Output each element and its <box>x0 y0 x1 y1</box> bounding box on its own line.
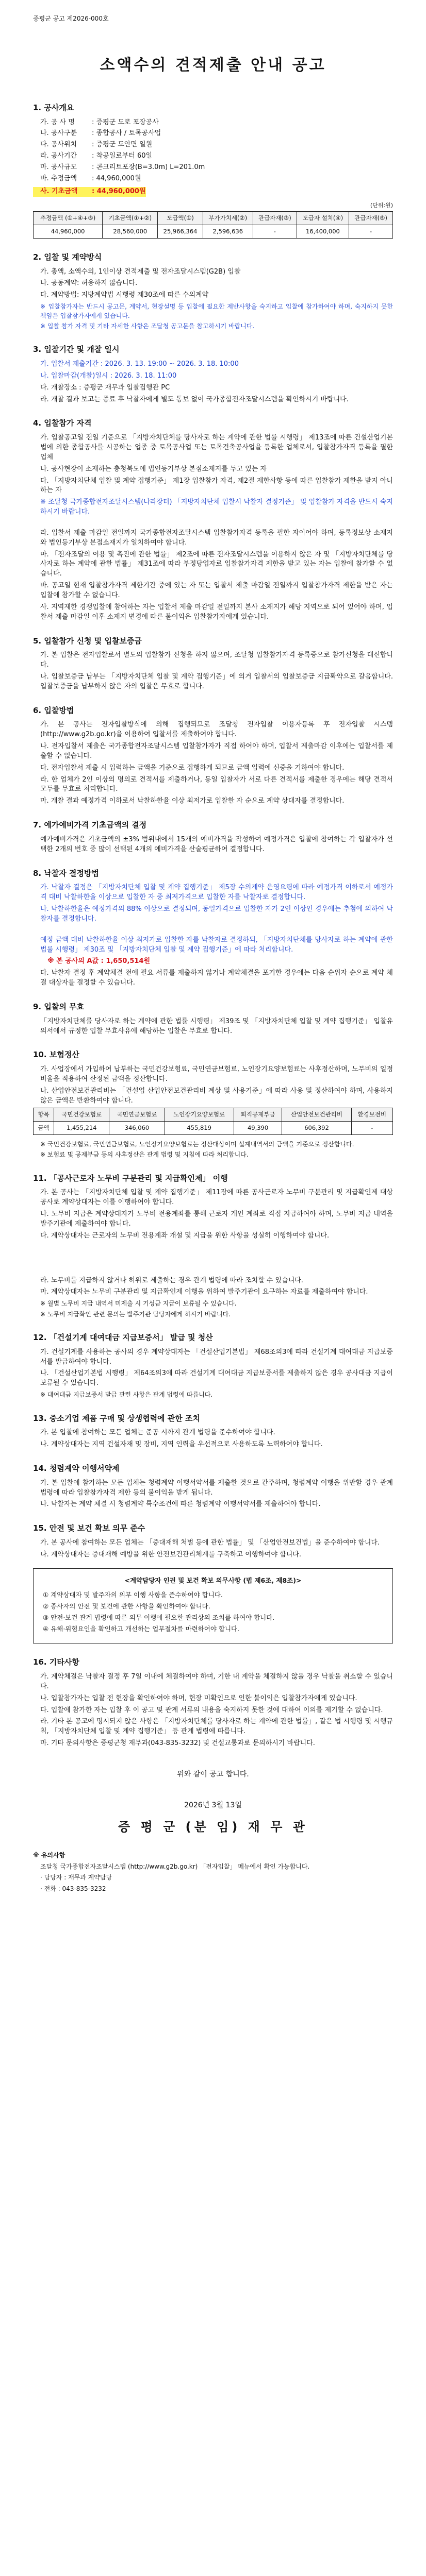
table-cell: 455,819 <box>165 1122 234 1135</box>
box-list <box>43 1590 383 1634</box>
list-item: 나. 전자입찰서 제출은 국가종합전자조달시스템 입찰참가자가 직접 하여야 하며, 입찰서 제출마감 이후에는 입찰서를 제출할 수 없습니다. <box>40 742 393 760</box>
list-item: · 전화 : 043-835-3232 <box>40 1885 106 1892</box>
misc-list <box>33 1672 393 1749</box>
winner-selection-note: 예정 금액 대비 낙찰하한율 이상 최저가로 입찰한 자를 낙찰자로 결정하되, 「지방자치단체를 당사자로 하는 계약에 관한 법률 시행령」 제30조 및 「지방자치단체 입찰 및 계약 집행기준」에 따라 처리합니다. <box>40 936 393 954</box>
table-cell: 2,596,636 <box>203 225 253 239</box>
table-header-cell: 관급자재(③) <box>253 212 297 225</box>
overview-row <box>33 129 393 139</box>
list-item: 가. 입찰서 제출기간 : 2026. 3. 13. 19:00 ~ 2026. 3. 18. 10:00 <box>40 360 239 368</box>
list-item: 사. 지역제한 경쟁입찰에 참여하는 자는 입찰서 제출 마감일 전일까지 본사 소재지가 해당 지역으로 되어 있어야 하며, 입찰서 제출 마감일 이후 소재지 변경에 따른 불이익은 입찰참가자에게 있습니다. <box>40 603 393 621</box>
table-cell: 49,390 <box>234 1122 282 1135</box>
section-sme <box>33 1413 393 1450</box>
section-safety <box>33 1523 393 1560</box>
table-cell: 25,966,364 <box>158 225 203 239</box>
section-heading: 5. 입찰참가 신청 및 입찰보증금 <box>33 636 142 646</box>
section-heading: 10. 보험정산 <box>33 1050 79 1060</box>
bid-deposit-list <box>33 651 393 691</box>
section-heading: 11. 「공사근로자 노무비 구분관리 및 지급확인제」 이행 <box>33 1173 228 1183</box>
closing-text: 위와 같이 공고 합니다. <box>177 1770 249 1778</box>
list-item: 마. 개찰 결과 예정가격 이하로서 낙찰하한율 이상 최저가로 입찰한 자 순으로 계약 상대자를 결정합니다. <box>40 797 345 805</box>
section-reserve-price <box>33 820 393 854</box>
page-title: 소액수의 견적제출 안내 공고 <box>100 56 326 75</box>
list-item: 나. 산업안전보건관리비는 「건설업 산업안전보건관리비 계상 및 사용기준」에 따라 사용 및 정산하여야 하며, 사용하지 않은 금액은 반환하여야 합니다. <box>40 1087 393 1105</box>
table-cell: - <box>253 225 297 239</box>
table-header-cell: 도급자 설치(④) <box>297 212 349 225</box>
list-item: 바. 공고일 현재 입찰참가자격 제한기간 중에 있는 자 또는 입찰서 제출 마감일 전일까지 입찰참가자격 제한을 받은 자는 입찰에 참가할 수 없습니다. <box>40 582 393 599</box>
reserve-price-list <box>33 835 393 855</box>
overview-label: 사. 기초금액 <box>40 187 78 195</box>
list-item: 나. 입찰참가자는 입찰 전 현장을 확인하여야 하며, 현장 미확인으로 인한 불이익은 입찰참가자에게 있습니다. <box>40 1694 357 1702</box>
list-item: 가. 입찰공고일 전일 기준으로 「지방자치단체를 당사자로 하는 계약에 관한 법률 시행령」 제13조에 따른 건설산업기본법에 의한 종합공사를 시공하는 업종 중 토목공사업 또는 토목건축공사업을 등록한 업체로서, 입찰참가자격 등록을 필한 업체 <box>40 434 393 461</box>
overview-row <box>33 163 393 173</box>
safety-obligation-box <box>33 1568 393 1644</box>
list-item: 조달청 국가종합전자조달시스템 (http://www.g2b.go.kr) 「전자입찰」 메뉴에서 확인 가능합니다. <box>40 1862 310 1870</box>
section-heading: 9. 입찰의 무효 <box>33 1002 85 1011</box>
table-header-cell: 산업안전보건관리비 <box>282 1108 351 1122</box>
equipment-note: ※ 대여대금 지급보증서 발급 관련 사항은 관계 법령에 따릅니다. <box>40 1391 213 1399</box>
table-header-cell: 부가가치세(②) <box>203 212 253 225</box>
section-heading: 13. 중소기업 제품 구매 및 상생협력에 관한 조치 <box>33 1413 200 1423</box>
section-heading: 12. 「건설기계 대여대금 지급보증서」 발급 및 청산 <box>33 1333 213 1343</box>
overview-label: 나. 공사구분 <box>40 129 77 138</box>
list-item: ※ 국민건강보험료, 국민연금보험료, 노인장기요양보험료는 정산대상이며 설계내역서의 금액을 기준으로 정산합니다. <box>40 1140 354 1148</box>
table-header-cell: 국민건강보험료 <box>54 1108 109 1122</box>
bid-method-list <box>33 720 393 806</box>
overview-value: : 콘크리트포장(B=3.0m) L=201.0m <box>92 163 205 172</box>
section-heading: 1. 공사개요 <box>33 103 74 112</box>
invalid-bid-list <box>33 1017 393 1037</box>
overview-label: 마. 공사규모 <box>40 163 77 172</box>
table-cell: 1,455,214 <box>54 1122 109 1135</box>
section-heading: 2. 입찰 및 계약방식 <box>33 252 102 262</box>
list-item: 「지방자치단체를 당사자로 하는 계약에 관한 법률 시행령」 제39조 및 「지방자치단체 입찰 및 계약 집행기준」 입찰유의서에서 규정한 입찰 무효사유에 해당하는 입찰은 무효로 합니다. <box>40 1017 393 1035</box>
table-cell: - <box>351 1122 392 1135</box>
list-item: 가. 계약체결은 낙찰자 결정 후 7일 이내에 체결하여야 하며, 기한 내 계약을 체결하지 않을 경우 낙찰을 취소할 수 있습니다. <box>40 1673 393 1690</box>
overview-label: 바. 추정금액 <box>40 174 77 182</box>
contract-method-notes <box>33 302 393 331</box>
list-item: 나. 입찰보증금 납부는 「지방자치단체 입찰 및 계약 집행기준」에 의거 입찰서의 입찰보증금 지급확약으로 갈음합니다. 입찰보증금을 납부하지 않은 자의 입찰은 무효로 합니다. <box>40 672 393 690</box>
list-item: ※ 노무비 지급확인 관련 문의는 발주기관 담당자에게 하시기 바랍니다. <box>40 1310 231 1318</box>
table-header-cell: 기초금액(①+②) <box>103 212 158 225</box>
section-heading: 15. 안전 및 보건 확보 의무 준수 <box>33 1523 145 1533</box>
notice-date: 2026년 3월 13일 <box>184 1801 242 1810</box>
list-item: 가. 본 입찰에 참여하는 모든 업체는 준공 시까지 관계 법령을 준수하여야 합니다. <box>40 1429 275 1437</box>
table-cell: 16,400,000 <box>297 225 349 239</box>
table-cell: 44,960,000 <box>34 225 103 239</box>
section-eligibility <box>33 418 393 622</box>
bid-period-list <box>33 360 393 404</box>
section-heading: 8. 낙찰자 결정방법 <box>33 868 100 878</box>
list-item: ※ 입찰참가자는 반드시 공고문, 계약서, 현장설명 등 입찰에 필요한 제반사항을 숙지하고 입찰에 참가하여야 하며, 숙지하지 못한 책임은 입찰참가자에게 있습니다. <box>40 303 393 319</box>
overview-list <box>33 118 393 198</box>
list-item: ※ 입찰 참가 자격 및 기타 자세한 사항은 조달청 공고문을 참고하시기 바랍니다. <box>40 322 255 330</box>
list-item: ※ 보험료 및 공제부금 등의 사후정산은 관계 법령 및 지침에 따라 처리합니다. <box>40 1151 249 1159</box>
list-item: ② 종사자의 안전 및 보건에 관한 사항을 확인하여야 합니다. <box>43 1602 210 1610</box>
list-item: 다. 입찰에 참가한 자는 입찰 후 이 공고 및 관계 서류의 내용을 숙지하지 못한 것에 대하여 이의를 제기할 수 없습니다. <box>40 1706 383 1714</box>
caution-list <box>33 1862 393 1893</box>
equipment-list <box>33 1348 393 1388</box>
insurance-notes <box>33 1140 393 1160</box>
list-item: 가. 사업장에서 가입하여 납부하는 국민건강보험료, 국민연금보험료, 노인장기요양보험료는 사후정산하며, 노무비의 일정 비율을 적용하여 산정된 금액을 정산합니다. <box>40 1065 393 1083</box>
overview-value: : 착공일로부터 60일 <box>92 152 153 160</box>
section-heading: 4. 입찰참가 자격 <box>33 418 92 428</box>
a-value-line: ※ 본 공사의 A값 : 1,650,514원 <box>47 957 151 965</box>
budget-table <box>33 211 393 238</box>
list-item: 나. 계약상대자는 지역 건설자재 및 장비, 지역 인력을 우선적으로 사용하도록 노력하여야 합니다. <box>40 1440 323 1449</box>
winner-selection-list <box>33 883 393 924</box>
section-heading: 3. 입찰기간 및 개찰 일시 <box>33 345 120 354</box>
list-item: 라. 노무비를 지급하지 않거나 허위로 제출하는 경우 관계 법령에 따라 조치할 수 있습니다. <box>40 1276 303 1284</box>
section-bid-deposit <box>33 636 393 692</box>
list-item: 다. 계약상대자는 근로자의 노무비 전용계좌 개설 및 지급을 위한 사항을 성실히 이행하여야 합니다. <box>40 1231 330 1240</box>
table-header-cell: 노인장기요양보험료 <box>165 1108 234 1122</box>
list-item: 가. 본 입찰에 참가하는 모든 업체는 청렴계약 이행서약서를 제출한 것으로 간주하며, 청렴계약 이행을 위반할 경우 관계 법령에 따라 입찰참가자격 제한 등의 불이익을 받게 됩니다. <box>40 1479 393 1497</box>
unit-label: (단위:원) <box>370 201 393 209</box>
list-item: 가. 본 공사는 「지방자치단체 입찰 및 계약 집행기준」 제11장에 따른 공사근로자 노무비 구분관리 및 지급확인제 대상 공사로 계약상대자는 이를 이행하여야 합니다. <box>40 1189 393 1207</box>
table-header-cell: 도급액(①) <box>158 212 203 225</box>
table-cell: 금액 <box>34 1122 54 1135</box>
section-misc <box>33 1657 393 1749</box>
overview-row <box>33 174 393 184</box>
overview-value: : 44,960,000원 <box>92 187 146 195</box>
list-item: 다. 「지방자치단체 입찰 및 계약 집행기준」 제1장 입찰참가 자격, 제2절 제한사항 등에 따른 입찰참가 제한을 받지 아니하는 자 <box>40 477 393 495</box>
winner-selection-last: 다. 낙찰자 결정 후 계약체결 전에 필요 서류를 제출하지 않거나 계약체결을 포기한 경우에는 다음 순위자 순으로 계약 체결 대상자를 결정할 수 있습니다. <box>40 969 393 987</box>
table-cell: 606,392 <box>282 1122 351 1135</box>
overview-value: : 증평군 도안면 일원 <box>92 141 153 149</box>
issuer-name: 증 평 군 (분 임) 재 무 관 <box>118 1819 308 1834</box>
overview-label: 가. 공 사 명 <box>40 118 75 126</box>
list-item: 가. 본 공사에 참여하는 모든 업체는 「중대재해 처벌 등에 관한 법률」 및 「산업안전보건법」을 준수하여야 합니다. <box>40 1539 380 1547</box>
overview-value: : 44,960,000원 <box>92 174 141 182</box>
safety-list <box>33 1538 393 1560</box>
section-invalid-bid <box>33 1002 393 1036</box>
labor-cost-list-2 <box>33 1276 393 1298</box>
overview-row <box>33 151 393 161</box>
list-item: 가. 낙찰자 결정은 「지방자치단체 입찰 및 계약 집행기준」 제5장 수의계약 운영요령에 따라 예정가격 이하로서 예정가격 대비 낙찰하한율 이상으로 입찰한 자 중 최저가격으로 입찰한 자를 낙찰자로 결정합니다. <box>40 884 393 902</box>
insurance-table <box>33 1108 393 1134</box>
overview-row <box>33 140 393 150</box>
labor-cost-notes <box>33 1299 393 1319</box>
table-header-cell: 환경보전비 <box>351 1108 392 1122</box>
insurance-list <box>33 1065 393 1106</box>
eligibility-list-2 <box>33 529 393 622</box>
section-heading: 16. 기타사항 <box>33 1657 79 1667</box>
list-item: 나. 노무비 지급은 계약상대자가 노무비 전용계좌를 통해 근로자 개인 계좌로 직접 지급하여야 하며, 노무비 지급 내역을 발주기관에 제출하여야 합니다. <box>40 1210 393 1228</box>
table-header-cell: 항목 <box>34 1108 54 1122</box>
list-item: ※ 월별 노무비 지급 내역서 미제출 시 기성금 지급이 보류될 수 있습니다. <box>40 1300 237 1308</box>
eligibility-note: ※ 조달청 국가종합전자조달시스템(나라장터) 「지방자치단체 입찰시 낙찰자 결정기준」 및 입찰참가 자격을 반드시 숙지하시기 바랍니다. <box>40 498 393 516</box>
list-item: 마. 계약상대자는 노무비 구분관리 및 지급확인제 이행을 위하여 발주기관이 요구하는 자료를 제출하여야 합니다. <box>40 1288 368 1296</box>
section-contract-method <box>33 252 393 331</box>
labor-cost-list <box>33 1188 393 1241</box>
section-heading: 14. 청렴계약 이행서약제 <box>33 1463 120 1473</box>
section-winner-selection <box>33 868 393 988</box>
list-item: 나. 공동계약: 허용하지 않습니다. <box>40 279 138 287</box>
list-item: 라. 개찰 결과 보고는 종료 후 낙찰자에게 별도 통보 없이 국가종합전자조달시스템을 확인하시기 바랍니다. <box>40 395 349 403</box>
overview-row <box>33 187 146 197</box>
list-item: 가. 본 입찰은 전자입찰로서 별도의 입찰참가 신청을 하지 않으며, 조달청 입찰참가자격 등록증으로 참가신청을 대신합니다. <box>40 651 393 669</box>
section-heading: 6. 입찰방법 <box>33 705 74 715</box>
list-item: 예가예비가격은 기초금액의 ±3% 범위내에서 15개의 예비가격을 작성하여 예정가격은 입찰에 참여하는 각 입찰자가 선택한 2개의 번호 중 많이 선택된 4개의 예비가격을 산술평균하여 결정합니다. <box>40 835 393 853</box>
table-header-cell: 추정금액 (①+④+⑤) <box>34 212 103 225</box>
table-cell: 28,560,000 <box>103 225 158 239</box>
sme-list <box>33 1428 393 1450</box>
list-item: 라. 입찰서 제출 마감일 전일까지 국가종합전자조달시스템 입찰참가자격 등록을 필한 자이어야 하며, 등록정보상 소재지와 법인등기부상 본점소재지가 일치하여야 합니다. <box>40 529 393 547</box>
overview-value: : 증평군 도로 포장공사 <box>92 118 159 126</box>
table-header-cell: 관급자재(⑤) <box>349 212 393 225</box>
section-labor-cost <box>33 1173 393 1241</box>
caution-title: ※ 유의사항 <box>33 1852 65 1859</box>
overview-label: 라. 공사기간 <box>40 152 77 160</box>
list-item: 나. 낙찰하한율은 예정가격의 88% 이상으로 결정되며, 동일가격으로 입찰한 자가 2인 이상인 경우에는 추첨에 의하여 낙찰자를 결정합니다. <box>40 905 393 923</box>
section-overview <box>33 103 393 239</box>
list-item: 나. 「건설산업기본법 시행령」 제64조의3에 따라 건설기계 대여대금 지급보증서를 제출하지 않은 경우 공사대금 지급이 보류될 수 있습니다. <box>40 1369 393 1387</box>
list-item: 나. 계약상대자는 중대재해 예방을 위한 안전보건관리체계를 구축하고 이행하여야 합니다. <box>40 1550 301 1558</box>
list-item: · 담당자 : 재무과 계약담당 <box>40 1874 112 1882</box>
box-title: <계약담당자 인권 및 보건 확보 의무사항 (법 제6조, 제8조)> <box>124 1576 302 1584</box>
overview-row <box>33 118 393 128</box>
section-labor-cost-continued <box>33 1276 393 1319</box>
notice-number: 증평군 공고 제2026-000호 <box>33 15 109 22</box>
list-item: 나. 입찰마감(개찰)일시 : 2026. 3. 18. 11:00 <box>40 371 177 380</box>
integrity-list <box>33 1479 393 1510</box>
table-header-cell: 국민연금보험료 <box>109 1108 165 1122</box>
list-item: 라. 기타 본 공고에 명시되지 않은 사항은 「지방자치단체를 당사자로 하는 계약에 관한 법률」, 같은 법 시행령 및 시행규칙, 「지방자치단체 입찰 및 계약 집행기준」 등 관계 법령에 따릅니다. <box>40 1718 393 1736</box>
list-item: 다. 계약방법: 지방계약법 시행령 제30조에 따른 수의계약 <box>40 291 209 299</box>
list-item: 나. 공사현장이 소재하는 충청북도에 법인등기부상 본점소재지를 두고 있는 자 <box>40 465 267 473</box>
list-item: 다. 개찰장소 : 증평군 재무과 입찰집행관 PC <box>40 383 170 392</box>
caution-block <box>33 1851 393 1893</box>
list-item: 나. 낙찰자는 계약 체결 시 청렴계약 특수조건에 따른 청렴계약 이행서약서를 제출하여야 합니다. <box>40 1500 321 1509</box>
list-item: 마. 기타 문의사항은 증평군청 재무과(043-835-3232) 및 건설교통과로 문의하시기 바랍니다. <box>40 1739 315 1748</box>
list-item: 가. 총액, 소액수의, 1인이상 견적제출 및 전자조달시스템(G2B) 입찰 <box>40 267 241 276</box>
table-cell: 346,060 <box>109 1122 165 1135</box>
section-bid-method <box>33 705 393 807</box>
list-item: 다. 전자입찰서 제출 시 입력하는 금액을 기준으로 집행하게 되므로 금액 입력에 신중을 기하여야 합니다. <box>40 764 345 772</box>
contract-method-list <box>33 267 393 301</box>
section-integrity <box>33 1463 393 1510</box>
eligibility-list <box>33 433 393 496</box>
list-item: ① 계약상대자 및 발주자의 의무 이행 사항을 준수하여야 합니다. <box>43 1590 223 1599</box>
list-item: ③ 안전·보건 관계 법령에 따른 의무 이행에 필요한 관리상의 조치를 하여야 합니다. <box>43 1614 275 1622</box>
table-cell: - <box>349 225 393 239</box>
section-heading: 7. 예가예비가격 기초금액의 결정 <box>33 820 147 830</box>
list-item: 가. 본 공사는 전자입찰방식에 의해 집행되므로 조달청 전자입찰 이용자등록 후 전자입찰 시스템(http://www.g2b.go.kr)을 이용하여 입찰서를 제출하여야 합니다. <box>40 721 393 739</box>
section-equipment <box>33 1332 393 1400</box>
section-bid-period <box>33 344 393 404</box>
overview-value: : 종합공사 / 토목공사업 <box>92 129 161 138</box>
overview-label: 다. 공사위치 <box>40 141 77 149</box>
list-item: 마. 「전자조달의 이용 및 촉진에 관한 법률」 제2조에 따른 전자조달시스템을 이용하지 않은 자 및 「지방자치단체를 당사자로 하는 계약에 관한 법률」 제31조에 따라 부정당업자로 입찰참가자격 제한을 받고 있는 자는 입찰에 참가할 수 없습니다. <box>40 550 393 578</box>
list-item: ④ 유해·위험요인을 확인하고 개선하는 업무절차를 마련하여야 합니다. <box>43 1625 240 1633</box>
section-insurance <box>33 1049 393 1159</box>
list-item: 라. 한 업체가 2인 이상의 명의로 견적서를 제출하거나, 동일 입찰자가 서로 다른 견적서를 제출한 경우에는 해당 견적서 모두를 무효로 처리합니다. <box>40 775 393 793</box>
list-item: 가. 건설기계를 사용하는 공사의 경우 계약상대자는 「건설산업기본법」 제68조의3에 따라 건설기계 대여대금 지급보증서를 발급하여야 합니다. <box>40 1348 393 1366</box>
table-header-cell: 퇴직공제부금 <box>234 1108 282 1122</box>
